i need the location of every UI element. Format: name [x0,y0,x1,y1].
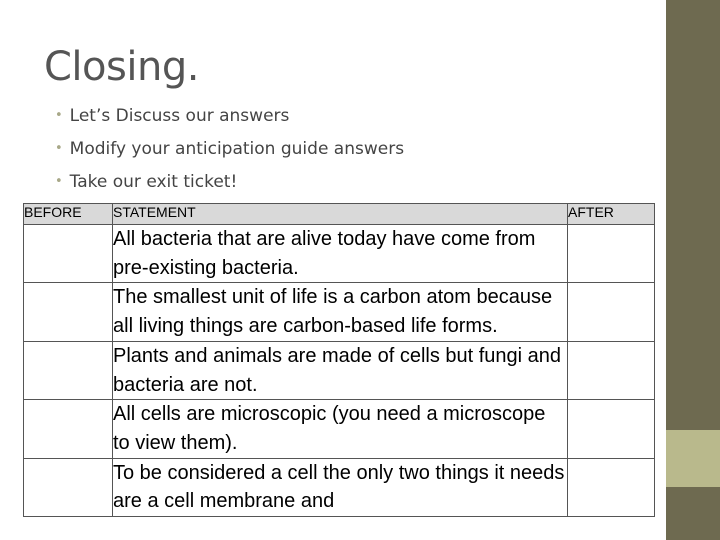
after-cell[interactable] [568,283,655,341]
header-statement: STATEMENT [113,204,568,225]
after-cell[interactable] [568,458,655,516]
before-cell[interactable] [24,283,113,341]
bullet-dot-icon: • [55,141,63,156]
bullet-item [55,102,404,135]
statement-cell: The smallest unit of life is a carbon atom because all living things are carbon-based life forms. [113,283,568,341]
before-cell[interactable] [24,225,113,283]
bullet-dot-icon: • [55,108,63,123]
bullet-item [55,135,404,168]
before-cell[interactable] [24,341,113,399]
slide-title: Closing. [44,44,199,90]
after-cell[interactable] [568,225,655,283]
bullet-text: Take our exit ticket! [69,172,238,192]
bullet-list [55,102,404,201]
bullet-dot-icon: • [55,174,63,189]
table-row [24,225,655,283]
after-cell[interactable] [568,341,655,399]
table-row [24,283,655,341]
anticipation-guide-table [23,203,655,517]
sidebar-accent-block [666,430,720,487]
header-before: BEFORE [24,204,113,225]
header-after: AFTER [568,204,655,225]
table-row [24,400,655,458]
table-row [24,458,655,516]
statement-cell: All cells are microscopic (you need a microscope to view them). [113,400,568,458]
decorative-sidebar [666,0,720,540]
bullet-item [55,168,404,201]
bullet-text: Let’s Discuss our answers [69,106,290,126]
before-cell[interactable] [24,458,113,516]
bullet-text: Modify your anticipation guide answers [69,139,405,159]
table-header-row [24,204,655,225]
statement-cell: Plants and animals are made of cells but fungi and bacteria are not. [113,341,568,399]
statement-cell: All bacteria that are alive today have come from pre-existing bacteria. [113,225,568,283]
table-row [24,341,655,399]
statement-cell: To be considered a cell the only two things it needs are a cell membrane and [113,458,568,516]
before-cell[interactable] [24,400,113,458]
after-cell[interactable] [568,400,655,458]
